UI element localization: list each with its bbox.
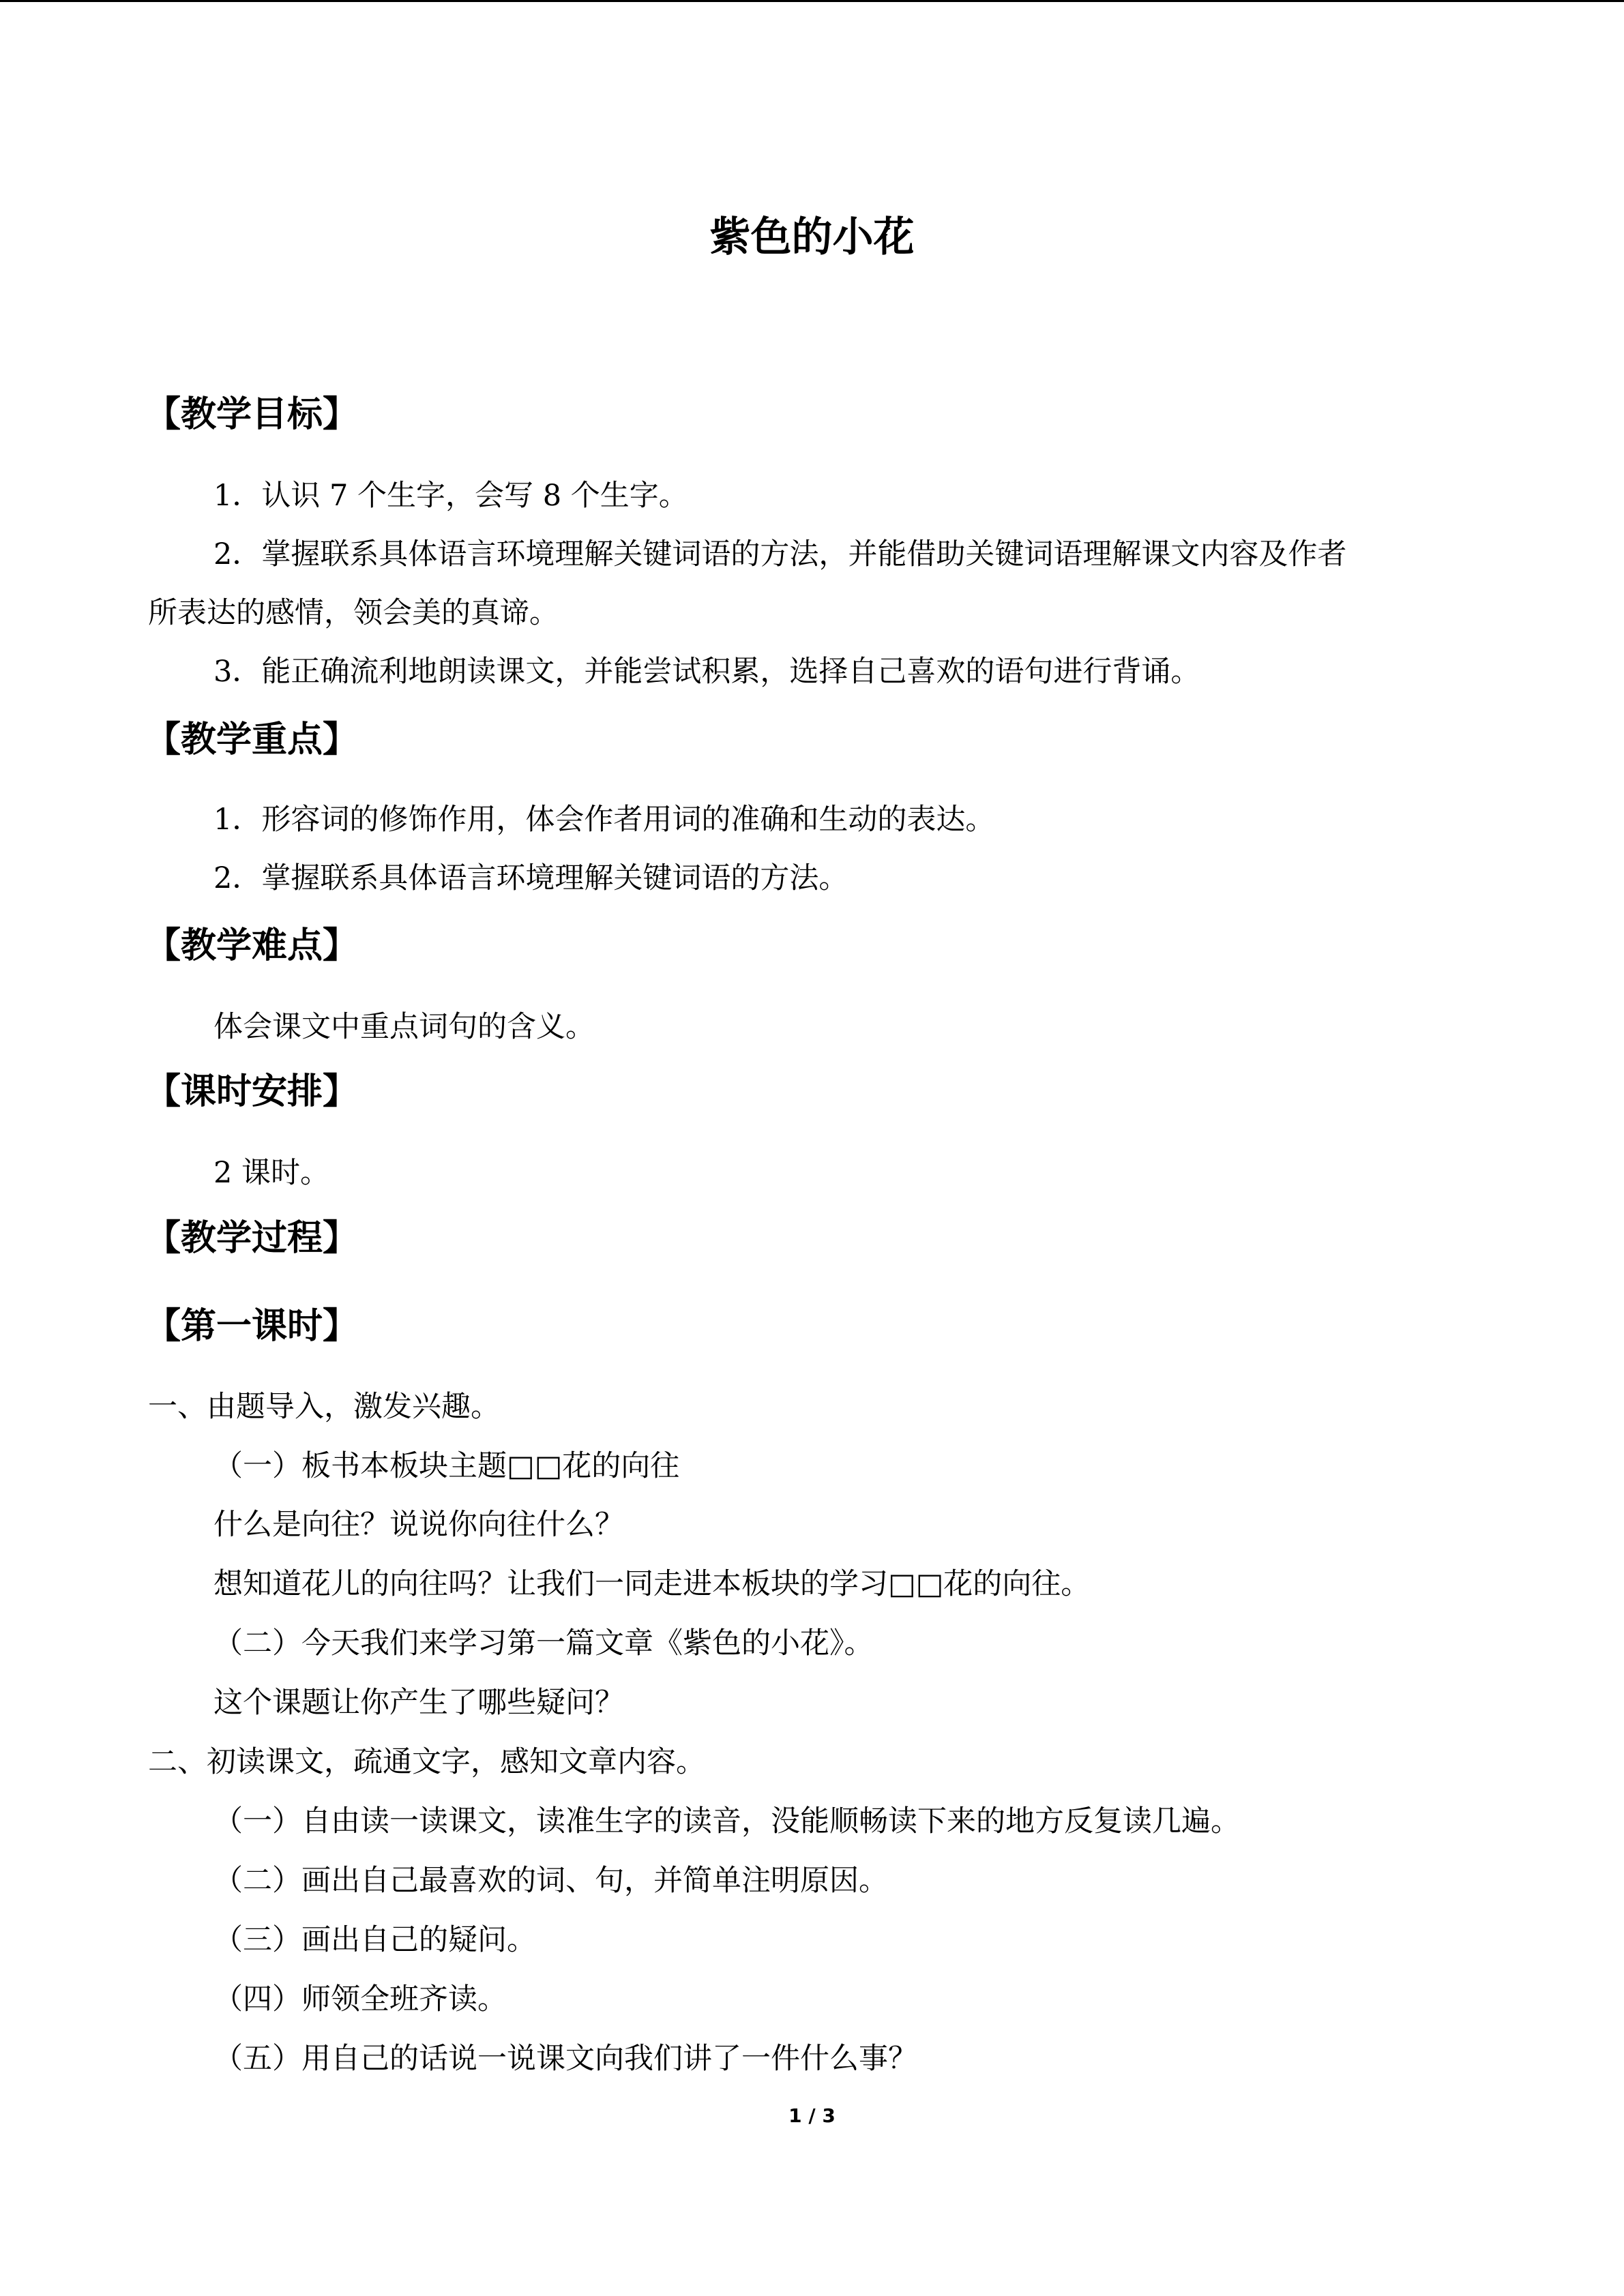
lesson-line: （一）板书本板块主题□□花的向往	[213, 1449, 680, 1483]
heading-teaching-process: 【教学过程】	[145, 1218, 359, 1259]
difficulty-item-1: 体会课文中重点词句的含义。	[213, 1010, 595, 1044]
lesson-line: （二）今天我们来学习第一篇文章《紫色的小花》。	[213, 1626, 874, 1660]
key-point-item-1: 1．形容词的修饰作用，体会作者用词的准确和生动的表达。	[213, 803, 995, 837]
key-point-item-2: 2．掌握联系具体语言环境理解关键词语的方法。	[213, 861, 848, 895]
goal-item-2: 2．掌握联系具体语言环境理解关键词语的方法，并能借助关键词语理解课文内容及作者	[213, 537, 1347, 571]
heading-teaching-goals: 【教学目标】	[145, 394, 359, 435]
heading-lesson-one: 【第一课时】	[145, 1306, 359, 1347]
lesson-step-2-title: 二、初读课文，疏通文字，感知文章内容。	[148, 1745, 705, 1779]
lesson-line: （四）师领全班齐读。	[213, 1982, 507, 2016]
lesson-line: （一）自由读一读课文，读准生字的读音，没能顺畅读下来的地方反复读几遍。	[213, 1804, 1240, 1838]
schedule-item-1: 2 课时。	[213, 1156, 330, 1190]
page-number: 1 / 3	[788, 2104, 836, 2127]
document-title: 紫色的小花	[709, 213, 915, 261]
lesson-line: （二）画出自己最喜欢的词、句，并简单注明原因。	[213, 1864, 888, 1898]
goal-item-3: 3．能正确流利地朗读课文，并能尝试积累，选择自己喜欢的语句进行背诵。	[213, 655, 1200, 689]
lesson-line: 这个课题让你产生了哪些疑问？	[213, 1686, 624, 1720]
lesson-line: （五）用自己的话说一说课文向我们讲了一件什么事？	[213, 2042, 917, 2076]
goal-item-2-continued: 所表达的感情，领会美的真谛。	[148, 596, 559, 630]
lesson-line: 想知道花儿的向往吗？让我们一同走进本板块的学习□□花的向往。	[213, 1567, 1091, 1601]
lesson-line: 什么是向往？说说你向往什么？	[213, 1508, 624, 1542]
heading-key-points: 【教学重点】	[145, 719, 359, 760]
heading-schedule: 【课时安排】	[145, 1071, 359, 1112]
goal-item-1: 1．认识 7 个生字，会写 8 个生字。	[213, 479, 688, 513]
heading-difficulties: 【教学难点】	[145, 925, 359, 966]
lesson-step-1-title: 一、由题导入，激发兴趣。	[148, 1390, 500, 1424]
lesson-line: （三）画出自己的疑问。	[213, 1923, 536, 1957]
